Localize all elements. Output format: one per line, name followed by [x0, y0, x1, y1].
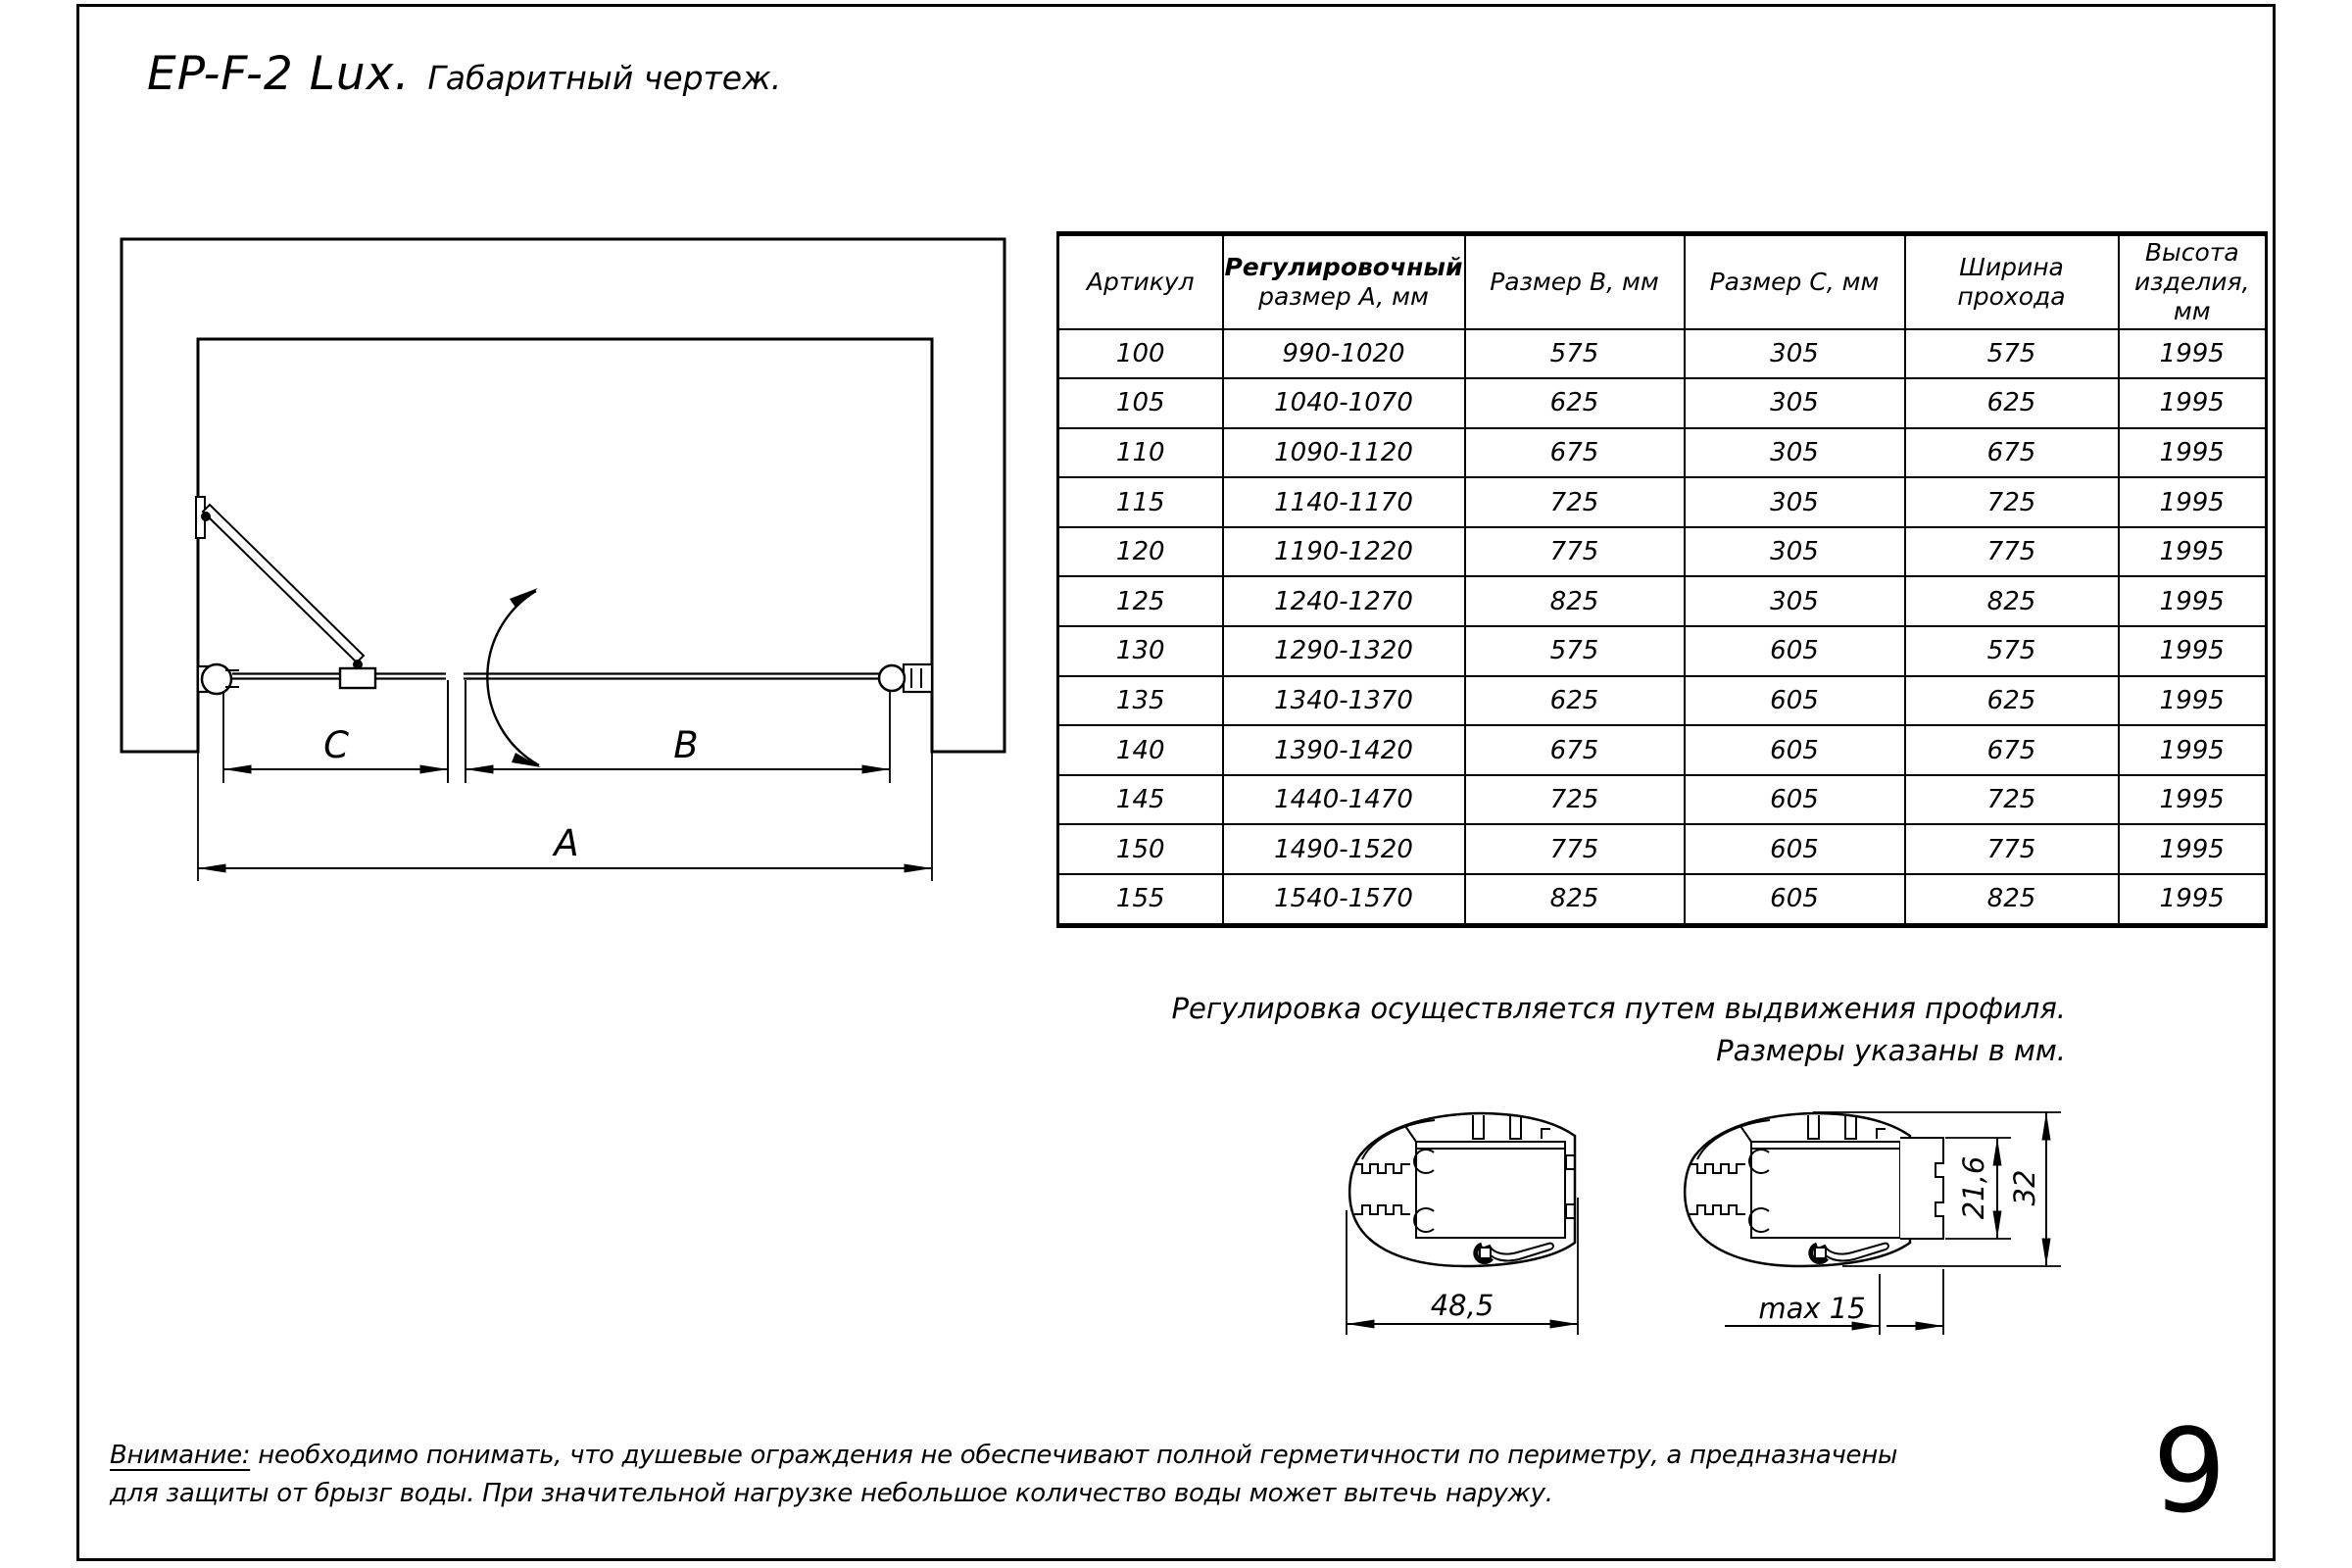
dim-label-32: 32 — [2008, 1169, 2041, 1206]
glass-panels — [232, 674, 881, 679]
table-cell: 825 — [1905, 576, 2119, 626]
table-cell: 1490-1520 — [1223, 824, 1465, 874]
col-header-height: Высота изделия, мм — [2119, 234, 2267, 329]
table-cell: 575 — [1905, 329, 2119, 379]
col-header-adjust: Регулировочный размер A, мм — [1223, 234, 1465, 329]
table-cell: 825 — [1465, 576, 1685, 626]
table-cell: 140 — [1058, 725, 1223, 775]
table-row — [1058, 626, 2267, 676]
table-cell: 725 — [1465, 477, 1685, 527]
table-cell: 110 — [1058, 428, 1223, 478]
table-row — [1058, 874, 2267, 925]
note-line-1: Регулировка осуществляется путем выдвижения профиля. — [1171, 992, 2066, 1025]
profile-section-extended — [1685, 1113, 1943, 1266]
table-cell: 130 — [1058, 626, 1223, 676]
table-cell: 1290-1320 — [1223, 626, 1465, 676]
table-cell: 1340-1370 — [1223, 676, 1465, 726]
table-cell: 725 — [1465, 775, 1685, 825]
table-row — [1058, 725, 2267, 775]
table-cell: 575 — [1465, 329, 1685, 379]
table-cell: 575 — [1905, 626, 2119, 676]
table-cell: 1995 — [2119, 477, 2267, 527]
col-header-size-b: Размер B, мм — [1465, 234, 1685, 329]
table-cell: 775 — [1465, 824, 1685, 874]
swing-arrow-up-icon — [510, 588, 538, 608]
col-header-article: Артикул — [1058, 234, 1223, 329]
table-cell: 155 — [1058, 874, 1223, 925]
table-cell: 305 — [1685, 378, 1905, 428]
dim-label-b: B — [673, 724, 699, 766]
table-cell: 990-1020 — [1223, 329, 1465, 379]
table-cell: 115 — [1058, 477, 1223, 527]
table-cell: 675 — [1905, 725, 2119, 775]
plan-view — [122, 239, 1004, 881]
table-cell: 625 — [1465, 676, 1685, 726]
table-row — [1058, 775, 2267, 825]
table-cell: 1995 — [2119, 725, 2267, 775]
table-row — [1058, 824, 2267, 874]
table-cell: 1995 — [2119, 378, 2267, 428]
note-line-2: Размеры указаны в мм. — [1716, 1034, 2066, 1067]
table-cell: 605 — [1685, 676, 1905, 726]
size-table — [1056, 231, 2268, 928]
table-cell: 1995 — [2119, 329, 2267, 379]
warning-line-2: для защиты от брызг воды. При значительной нагрузке небольшое количество воды может вытечь наружу. — [110, 1479, 1553, 1508]
door-edge-marks — [448, 680, 466, 783]
table-cell: 775 — [1905, 824, 2119, 874]
table-cell: 775 — [1905, 527, 2119, 577]
table-cell: 1995 — [2119, 874, 2267, 925]
table-cell: 605 — [1685, 824, 1905, 874]
table-row — [1058, 428, 2267, 478]
table-cell: 1995 — [2119, 676, 2267, 726]
support-brace — [196, 497, 375, 688]
table-cell: 675 — [1905, 428, 2119, 478]
table-cell: 675 — [1465, 428, 1685, 478]
table-cell: 625 — [1905, 378, 2119, 428]
table-cell: 725 — [1905, 477, 2119, 527]
table-cell: 1995 — [2119, 428, 2267, 478]
right-wall-profile — [879, 664, 932, 692]
table-cell: 150 — [1058, 824, 1223, 874]
table-cell: 105 — [1058, 378, 1223, 428]
table-cell: 135 — [1058, 676, 1223, 726]
table-body — [1058, 329, 2267, 926]
table-row — [1058, 527, 2267, 577]
table-row — [1058, 576, 2267, 626]
table-cell: 1440-1470 — [1223, 775, 1465, 825]
dim-label-width: 48,5 — [1430, 1289, 1494, 1322]
table-cell: 575 — [1465, 626, 1685, 676]
table-cell: 120 — [1058, 527, 1223, 577]
table-cell: 1140-1170 — [1223, 477, 1465, 527]
table-cell: 725 — [1905, 775, 2119, 825]
table-cell: 1240-1270 — [1223, 576, 1465, 626]
table-cell: 775 — [1465, 527, 1685, 577]
table-cell: 1995 — [2119, 626, 2267, 676]
table-cell: 305 — [1685, 428, 1905, 478]
table-cell: 825 — [1465, 874, 1685, 925]
col-header-size-c: Размер C, мм — [1685, 234, 1905, 329]
table-cell: 1190-1220 — [1223, 527, 1465, 577]
table-cell: 1390-1420 — [1223, 725, 1465, 775]
table-cell: 605 — [1685, 725, 1905, 775]
dim-label-216: 21,6 — [1957, 1155, 1990, 1220]
table-cell: 1995 — [2119, 527, 2267, 577]
dim-label-c: C — [323, 724, 349, 766]
col-header-pass-width: Ширина прохода — [1905, 234, 2119, 329]
table-cell: 305 — [1685, 329, 1905, 379]
table-row — [1058, 477, 2267, 527]
table-cell: 605 — [1685, 626, 1905, 676]
table-cell: 625 — [1465, 378, 1685, 428]
table-cell: 1995 — [2119, 824, 2267, 874]
title-caption: Габаритный чертеж. — [427, 59, 782, 97]
table-row — [1058, 676, 2267, 726]
table-cell: 825 — [1905, 874, 2119, 925]
table-cell: 100 — [1058, 329, 1223, 379]
table-cell: 1995 — [2119, 775, 2267, 825]
table-row — [1058, 329, 2267, 379]
table-cell: 1540-1570 — [1223, 874, 1465, 925]
warning-text — [110, 1437, 2070, 1513]
warning-line-1: необходимо понимать, что душевые ограждения не обеспечивают полной герметичности по периметру, а предназначены — [258, 1441, 1898, 1470]
dim-label-a: A — [554, 822, 579, 864]
adjustment-notes — [1172, 988, 2066, 1072]
table-cell: 605 — [1685, 874, 1905, 925]
table-header-row — [1058, 234, 2267, 329]
table-cell: 145 — [1058, 775, 1223, 825]
table-cell: 125 — [1058, 576, 1223, 626]
page-number: 9 — [2152, 1403, 2227, 1539]
table-cell: 605 — [1685, 775, 1905, 825]
table-cell: 1090-1120 — [1223, 428, 1465, 478]
table-cell: 1040-1070 — [1223, 378, 1465, 428]
swing-arrow-down-icon — [512, 753, 541, 767]
table-cell: 305 — [1685, 576, 1905, 626]
table-cell: 1995 — [2119, 576, 2267, 626]
table-cell: 675 — [1465, 725, 1685, 775]
adjustable-insert — [1900, 1138, 1943, 1239]
warning-label: Внимание: — [110, 1441, 251, 1470]
table-cell: 305 — [1685, 477, 1905, 527]
table-cell: 625 — [1905, 676, 2119, 726]
model-name: EP-F-2 Lux. — [147, 47, 411, 101]
table-cell: 305 — [1685, 527, 1905, 577]
profile-section-closed — [1349, 1113, 1575, 1266]
table-row — [1058, 378, 2267, 428]
dim-label-max15: max 15 — [1758, 1292, 1866, 1325]
